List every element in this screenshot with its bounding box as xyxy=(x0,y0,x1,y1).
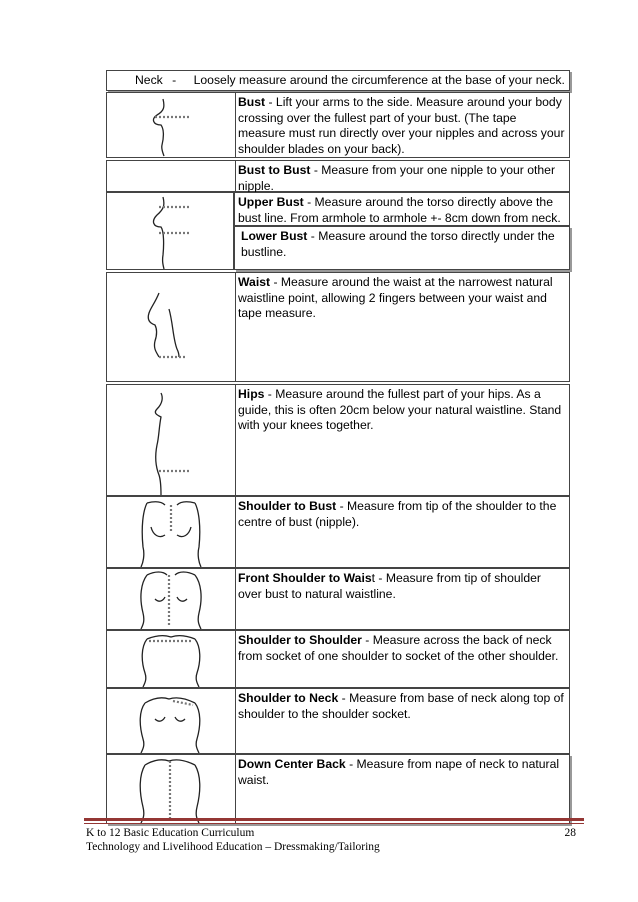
hips-figure-illustration xyxy=(107,385,235,495)
description: - Measure around the torso directly above the bust line. From armhole to armhole +- 8cm down from neck. xyxy=(238,195,561,225)
description: - Measure around the torso directly under the bustline. xyxy=(241,229,555,259)
term: Shoulder to Shoulder xyxy=(238,633,362,647)
description: - Measure around the fullest part of your hips. As a guide, this is often 20cm below your natural waistline. Stand with your knees together. xyxy=(238,387,562,432)
term: Hips xyxy=(238,387,265,401)
term: Shoulder to Bust xyxy=(238,499,337,513)
description: - Measure around the waist at the narrowest natural waistline point, allowing 2 fingers between your waist and tape measure. xyxy=(238,275,553,320)
row-shoulder-to-bust xyxy=(106,496,570,568)
neck-row xyxy=(106,70,570,91)
upper-lower-bust-image-cell xyxy=(106,192,234,270)
row-text xyxy=(238,499,565,530)
footer-rule-thick xyxy=(84,818,584,821)
term: Front Shoulder to Wais xyxy=(238,571,372,585)
shoulder-to-shoulder-figure-illustration xyxy=(107,631,235,687)
row-lower-bust xyxy=(234,226,570,270)
row-hips xyxy=(106,384,570,496)
footer-rule-thin xyxy=(84,823,584,824)
image-cell xyxy=(107,161,236,191)
shoulder-to-bust-figure-illustration xyxy=(107,497,235,567)
image-cell xyxy=(107,385,236,495)
row-text xyxy=(238,633,565,664)
footer-subject: Technology and Livelihood Education – Dressmaking/Tailoring xyxy=(86,841,380,853)
description: - Measure from nape of neck to natural waist. xyxy=(238,757,560,787)
page-footer xyxy=(86,826,576,854)
row-down-center-back xyxy=(106,754,570,824)
row-text xyxy=(238,757,565,788)
description: - Measure across the back of neck from socket of one shoulder to socket of the other shoulder. xyxy=(238,633,559,663)
row-text xyxy=(241,229,565,260)
description: - Measure from base of neck along top of shoulder to the shoulder socket. xyxy=(238,691,564,721)
front-shoulder-to-waist-figure-illustration xyxy=(107,569,235,629)
down-center-back-figure-illustration xyxy=(107,755,235,823)
row-shoulder-to-shoulder xyxy=(106,630,570,688)
term: Bust xyxy=(238,95,266,109)
term: Upper Bust xyxy=(238,195,304,209)
row-waist xyxy=(106,272,570,382)
term: Lower Bust xyxy=(241,229,308,243)
image-cell xyxy=(107,689,236,753)
image-cell xyxy=(107,631,236,687)
row-text xyxy=(238,571,565,602)
image-cell xyxy=(107,569,236,629)
shoulder-to-neck-figure-illustration xyxy=(107,689,235,753)
neck-text: Loosely measure around the circumference at the base of your neck. xyxy=(193,73,565,87)
upper-lower-bust-figure-illustration xyxy=(107,193,235,269)
description: - Measure from your one nipple to your other nipple. xyxy=(238,163,556,193)
row-text xyxy=(238,275,565,322)
description: t - Measure from tip of shoulder over bust to natural waistline. xyxy=(238,571,541,601)
neck-label: Neck xyxy=(135,73,163,87)
waist-figure-illustration xyxy=(107,273,235,381)
term: Down Center Back xyxy=(238,757,346,771)
footer-curriculum: K to 12 Basic Education Curriculum xyxy=(86,827,255,839)
description: - Measure from tip of the shoulder to the centre of bust (nipple). xyxy=(238,499,557,529)
image-cell xyxy=(107,755,236,823)
neck-separator: - xyxy=(172,73,177,87)
bust-figure-illustration xyxy=(107,93,235,157)
image-cell xyxy=(107,497,236,567)
description: - Lift your arms to the side. Measure around your body crossing over the fullest part of your bust. (The tape measure must run directly over your nipples and across your shoulder blades on your back). xyxy=(238,95,565,156)
row-text xyxy=(238,387,565,434)
row-text xyxy=(238,195,565,226)
image-cell xyxy=(107,93,236,157)
term: Waist xyxy=(238,275,271,289)
neck-instruction xyxy=(107,71,569,88)
image-cell xyxy=(107,273,236,381)
row-front-shoulder-to-waist xyxy=(106,568,570,630)
row-bust xyxy=(106,92,570,158)
row-bust-to-bust xyxy=(106,160,570,192)
term: Bust to Bust xyxy=(238,163,311,177)
row-text xyxy=(238,163,565,194)
row-upper-bust xyxy=(234,192,570,226)
term: Shoulder to Neck xyxy=(238,691,339,705)
page-number: 28 xyxy=(564,827,576,839)
row-text xyxy=(238,691,565,722)
row-text xyxy=(238,95,565,157)
row-shoulder-to-neck xyxy=(106,688,570,754)
